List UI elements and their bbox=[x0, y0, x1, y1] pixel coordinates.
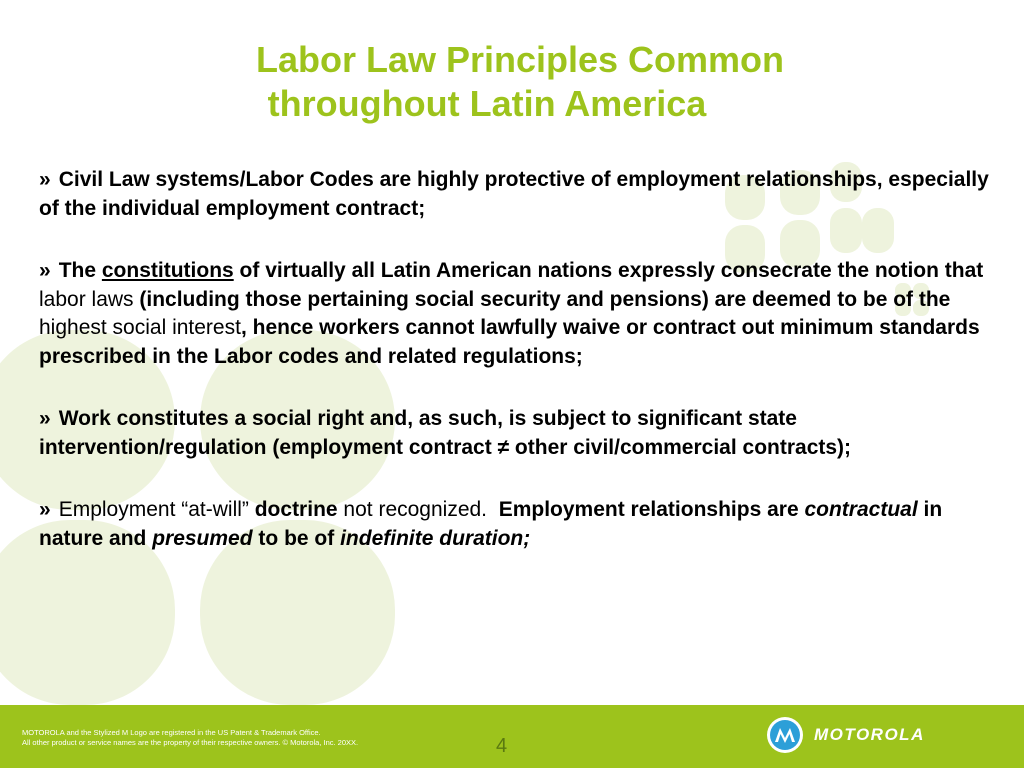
bullet-marker: » bbox=[39, 407, 51, 430]
bullet-text-segment: doctrine bbox=[254, 498, 338, 521]
motorola-m-logo-icon bbox=[767, 717, 803, 753]
bullet-text-italic: contractual bbox=[804, 498, 918, 521]
legal-notice bbox=[22, 728, 358, 748]
bullet-item-constitutions bbox=[39, 257, 989, 371]
bullet-item-civil-law bbox=[39, 166, 989, 223]
bullet-text-underlined: constitutions bbox=[101, 259, 234, 282]
bullet-text-italic: indefinite duration; bbox=[340, 526, 531, 550]
bullet-item-social-right bbox=[39, 405, 989, 462]
bullet-text-segment: to be of bbox=[258, 526, 335, 550]
slide-title-line-1: Labor Law Principles Common bbox=[255, 39, 785, 80]
bullet-text-plain: labor laws bbox=[39, 287, 134, 311]
bullet-marker: » bbox=[39, 498, 51, 521]
bullet-marker: » bbox=[39, 168, 51, 191]
legal-line-1: MOTOROLA and the Stylized M Logo are registered in the US Patent & Trademark Office. bbox=[22, 728, 321, 737]
bullet-text-segment: Employment relationships are bbox=[498, 498, 799, 521]
slide-title-line-2: throughout Latin America bbox=[267, 83, 707, 124]
bullet-text-segment: (including those pertaining social security and pensions) are deemed to be of the bbox=[139, 287, 951, 311]
bullet-text-segment: of virtually all Latin American nations expressly consecrate the notion that bbox=[239, 259, 984, 282]
bullet-text: Work constitutes a social right and, as such, is subject to significant state intervention/regulation (employment contract ≠ other civil/commercial contracts); bbox=[39, 407, 852, 459]
bullet-text-plain: not recognized. bbox=[343, 498, 488, 521]
bullet-text-plain: highest social interest bbox=[39, 316, 241, 339]
brand-wordmark: MOTOROLA bbox=[814, 725, 925, 744]
page-number: 4 bbox=[496, 735, 508, 757]
bullet-text-segment: , hence workers cannot lawfully waive or contract out minimum standards prescribed in the Labor codes and related regulations; bbox=[39, 316, 980, 368]
bullet-text-plain: Employment “at-will” bbox=[58, 498, 249, 521]
bullet-text-segment: The bbox=[58, 259, 97, 282]
bullet-text-segment: in nature and bbox=[39, 498, 943, 550]
bullet-list bbox=[39, 166, 989, 587]
legal-line-2: All other product or service names are the property of their respective owners. © Motorola, Inc. 20XX. bbox=[22, 738, 359, 747]
bullet-item-at-will bbox=[39, 496, 989, 553]
bullet-text-italic: presumed bbox=[152, 526, 253, 550]
bullet-text: Civil Law systems/Labor Codes are highly protective of employment relationships, especially of the individual employment contract; bbox=[39, 168, 989, 220]
bullet-marker: » bbox=[39, 259, 51, 282]
footer-bar bbox=[0, 705, 1024, 768]
